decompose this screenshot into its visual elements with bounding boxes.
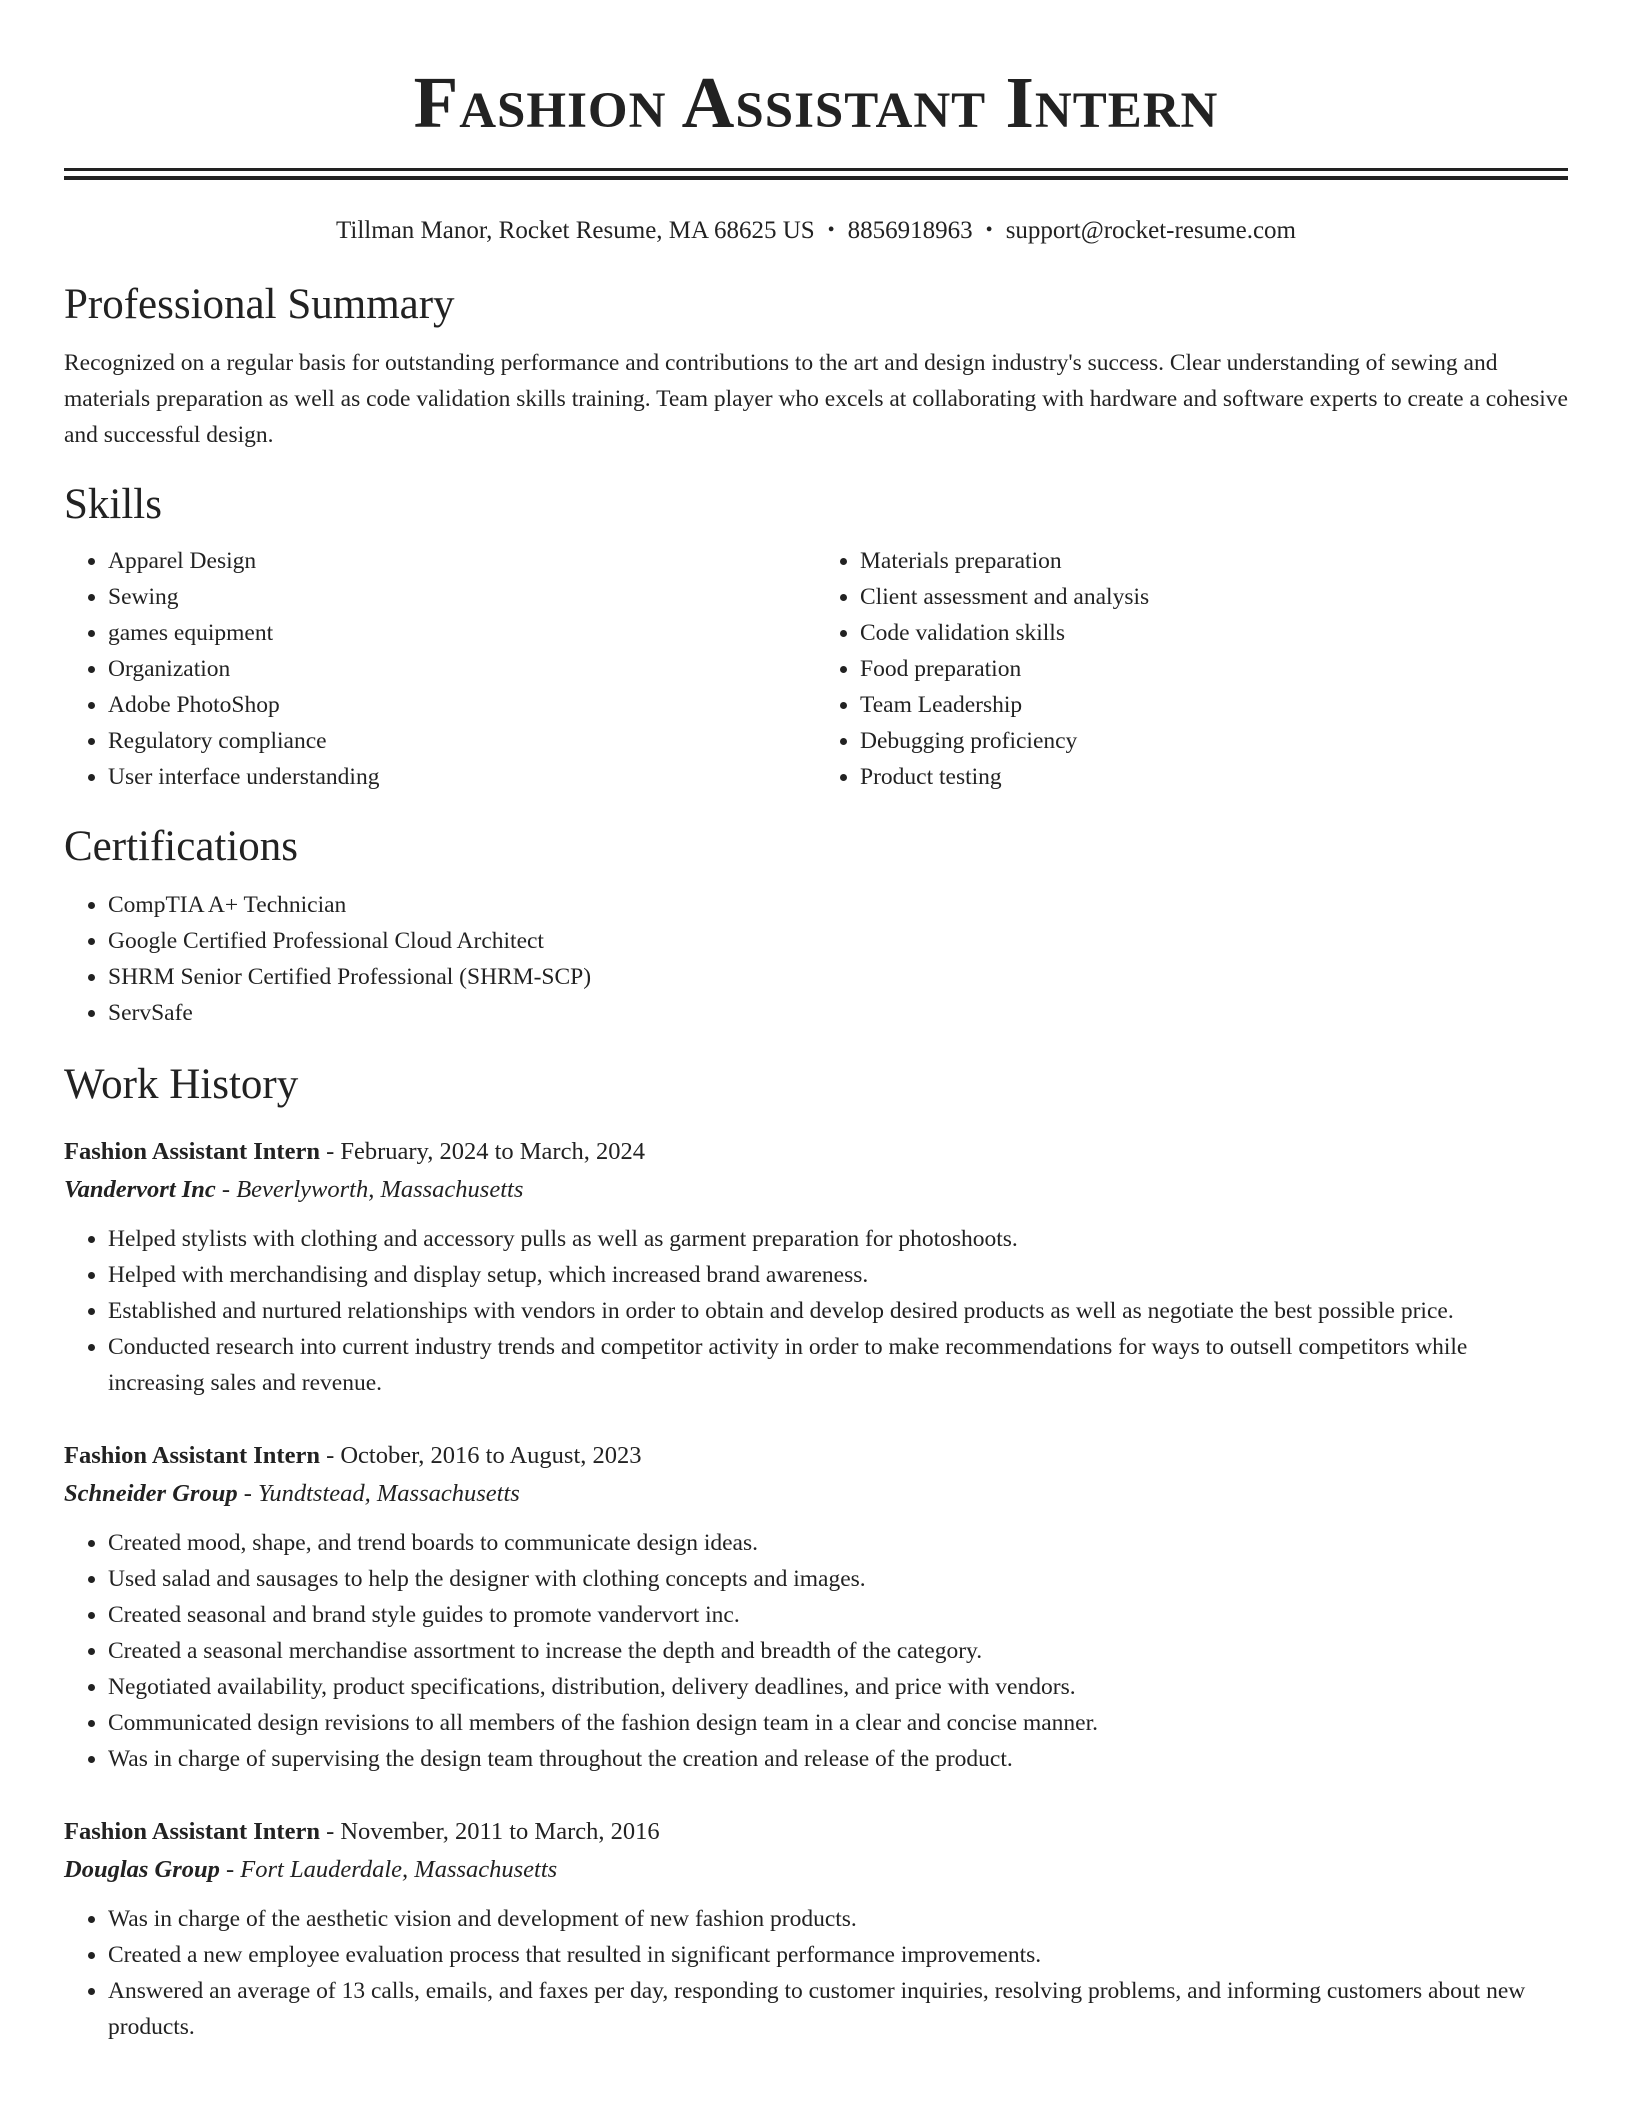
resume-title: Fashion Assistant Intern bbox=[413, 62, 1219, 143]
job-title: Fashion Assistant Intern bbox=[64, 1818, 320, 1845]
contact-line bbox=[64, 214, 1568, 247]
job-bullet: • Helped with merchandising and display setup, which increased brand awareness. bbox=[108, 1257, 1568, 1293]
job-org bbox=[64, 1475, 1568, 1513]
work-history-heading: Work History bbox=[64, 1061, 299, 1108]
job-bullet: • Created mood, shape, and trend boards to communicate design ideas. bbox=[108, 1525, 1568, 1561]
certifications-list bbox=[64, 887, 1568, 1031]
job-company: Douglas Group bbox=[64, 1856, 220, 1883]
job-bullet: • Communicated design revisions to all members of the fashion design team in a clear and concise manner. bbox=[108, 1705, 1568, 1741]
job-dates: - October, 2016 to August, 2023 bbox=[319, 1442, 642, 1469]
skill-item: • Product testing bbox=[860, 759, 1568, 795]
skill-item: • Debugging proficiency bbox=[860, 723, 1568, 759]
job-bullet: • Created a new employee evaluation process that resulted in significant performance improvements. bbox=[108, 1937, 1568, 1973]
job-entry bbox=[64, 1813, 1568, 2045]
job-dates: - February, 2024 to March, 2024 bbox=[319, 1138, 645, 1165]
job-title: Fashion Assistant Intern bbox=[64, 1138, 320, 1165]
job-org bbox=[64, 1171, 1568, 1209]
resume-page bbox=[64, 0, 1568, 2045]
job-company: Schneider Group bbox=[64, 1480, 238, 1507]
skill-item: • Organization bbox=[108, 651, 816, 687]
job-entry bbox=[64, 1133, 1568, 1401]
job-entry bbox=[64, 1437, 1568, 1777]
job-bullet: • Used salad and sausages to help the designer with clothing concepts and images. bbox=[108, 1561, 1568, 1597]
title-rule-bottom bbox=[64, 176, 1568, 180]
skill-item: • Team Leadership bbox=[860, 687, 1568, 723]
job-location: - Fort Lauderdale, Massachusetts bbox=[219, 1856, 558, 1883]
skills-list-right bbox=[816, 543, 1568, 795]
job-bullet: • Helped stylists with clothing and accessory pulls as well as garment preparation for photoshoots. bbox=[108, 1221, 1568, 1257]
job-bullet: • Was in charge of supervising the design team throughout the creation and release of the product. bbox=[108, 1741, 1568, 1777]
job-header bbox=[64, 1133, 1568, 1171]
job-bullet: • Established and nurtured relationships with vendors in order to obtain and develop desired products as well as negotiate the best possible price. bbox=[108, 1293, 1568, 1329]
skill-item: • Food preparation bbox=[860, 651, 1568, 687]
certification-item: • CompTIA A+ Technician bbox=[108, 887, 1568, 923]
certification-item: • SHRM Senior Certified Professional (SHRM-SCP) bbox=[108, 959, 1568, 995]
skill-item: • Apparel Design bbox=[108, 543, 816, 579]
contact-email: support@rocket-resume.com bbox=[1005, 217, 1296, 244]
job-bullet: • Negotiated availability, product specifications, distribution, delivery deadlines, and price with vendors. bbox=[108, 1669, 1568, 1705]
job-bullet: • Answered an average of 13 calls, emails, and faxes per day, responding to customer inquiries, resolving problems, and informing customers about new products. bbox=[108, 1973, 1568, 2045]
skill-item: • Materials preparation bbox=[860, 543, 1568, 579]
job-location: - Beverlyworth, Massachusetts bbox=[215, 1176, 524, 1203]
job-location: - Yundtstead, Massachusetts bbox=[237, 1480, 520, 1507]
job-bullet: • Created seasonal and brand style guides to promote vandervort inc. bbox=[108, 1597, 1568, 1633]
job-bullet: • Conducted research into current industry trends and competitor activity in order to make recommendations for ways to outsell competitors while increasing sales and revenue. bbox=[108, 1329, 1568, 1401]
job-bullets bbox=[64, 1221, 1568, 1401]
job-dates: - November, 2011 to March, 2016 bbox=[319, 1818, 660, 1845]
skill-item: • User interface understanding bbox=[108, 759, 816, 795]
contact-separator: • bbox=[985, 219, 993, 241]
job-title: Fashion Assistant Intern bbox=[64, 1442, 320, 1469]
skill-item: • Regulatory compliance bbox=[108, 723, 816, 759]
job-header bbox=[64, 1437, 1568, 1475]
job-bullets bbox=[64, 1901, 1568, 2045]
job-bullet: • Was in charge of the aesthetic vision and development of new fashion products. bbox=[108, 1901, 1568, 1937]
skill-item: • Client assessment and analysis bbox=[860, 579, 1568, 615]
skills-heading: Skills bbox=[64, 481, 162, 528]
summary-text: Recognized on a regular basis for outstanding performance and contributions to the art and design industry's success. Clear understanding of sewing and materials preparation as well as code validation skills training. Team player who excels at collaborating with hardware and software experts to create a cohesive and successful design. bbox=[64, 350, 1568, 448]
contact-phone: 8856918963 bbox=[847, 217, 973, 244]
skill-item: • Code validation skills bbox=[860, 615, 1568, 651]
title-rule-top bbox=[64, 168, 1568, 171]
job-bullet: • Created a seasonal merchandise assortment to increase the depth and breadth of the category. bbox=[108, 1633, 1568, 1669]
job-org bbox=[64, 1851, 1568, 1889]
certification-item: • Google Certified Professional Cloud Architect bbox=[108, 923, 1568, 959]
contact-separator: • bbox=[827, 219, 835, 241]
skills-grid bbox=[64, 543, 1568, 795]
job-header bbox=[64, 1813, 1568, 1851]
skill-item: • Sewing bbox=[108, 579, 816, 615]
skill-item: • games equipment bbox=[108, 615, 816, 651]
job-bullets bbox=[64, 1525, 1568, 1777]
skills-list-left bbox=[64, 543, 816, 795]
contact-address: Tillman Manor, Rocket Resume, MA 68625 US bbox=[336, 217, 815, 244]
job-company: Vandervort Inc bbox=[64, 1176, 216, 1203]
skill-item: • Adobe PhotoShop bbox=[108, 687, 816, 723]
summary-heading: Professional Summary bbox=[64, 281, 455, 328]
certification-item: • ServSafe bbox=[108, 995, 1568, 1031]
certifications-heading: Certifications bbox=[64, 823, 299, 870]
